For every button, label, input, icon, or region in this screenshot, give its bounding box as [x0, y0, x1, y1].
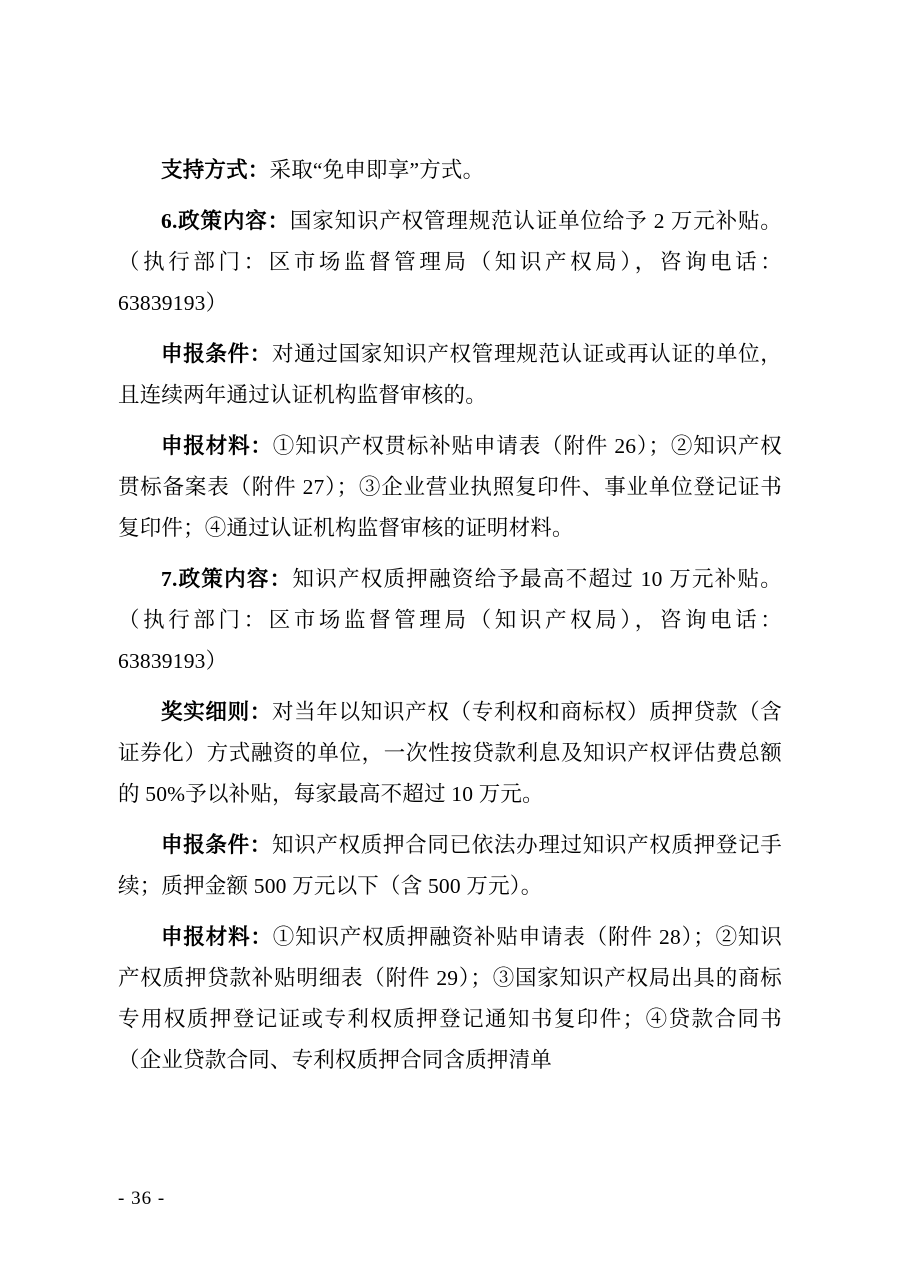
paragraph-policy-7 — [118, 559, 782, 682]
paragraph-lead: 6.政策内容： — [161, 209, 290, 233]
paragraph-text: ①知识产权质押融资补贴申请表（附件 28）；②知识产权质押贷款补贴明细表（附件 29）；③国家知识产权局出具的商标专用权质押登记证或专利权质押登记通知书复印件；④贷款合同书（企业贷款合同、专利权质押合同含质押清单 — [118, 925, 782, 1072]
paragraph-application-conditions-6 — [118, 334, 782, 416]
paragraph-text: 对当年以知识产权（专利权和商标权）质押贷款（含证券化）方式融资的单位，一次性按贷款利息及知识产权评估费总额的 50%予以补贴，每家最高不超过 10 万元。 — [118, 700, 782, 806]
paragraph-lead: 申报条件： — [161, 833, 272, 857]
paragraph-text: 知识产权质押融资给予最高不超过 10 万元补贴。（执行部门：区市场监督管理局（知识产权局），咨询电话：63839193） — [118, 567, 782, 673]
paragraph-lead: 7.政策内容： — [161, 567, 293, 591]
paragraph-application-materials-7 — [118, 917, 782, 1081]
paragraph-text: ①知识产权贯标补贴申请表（附件 26）；②知识产权贯标备案表（附件 27）；③企业营业执照复印件、事业单位登记证书复印件；④通过认证机构监督审核的证明材料。 — [118, 434, 782, 540]
paragraph-text: 国家知识产权管理规范认证单位给予 2 万元补贴。（执行部门：区市场监督管理局（知识产权局），咨询电话：63839193） — [118, 209, 782, 315]
paragraph-text: 采取“免申即享”方式。 — [269, 158, 485, 182]
page-number: - 36 - — [118, 1188, 166, 1209]
paragraph-lead: 申报材料： — [161, 434, 273, 458]
paragraph-text: 对通过国家知识产权管理规范认证或再认证的单位，且连续两年通过认证机构监督审核的。 — [118, 342, 782, 407]
paragraph-application-materials-6 — [118, 426, 782, 549]
paragraph-lead: 申报材料： — [161, 925, 273, 949]
paragraph-application-conditions-7 — [118, 825, 782, 907]
paragraph-policy-6 — [118, 201, 782, 324]
paragraph-text: 知识产权质押合同已依法办理过知识产权质押登记手续；质押金额 500 万元以下（含 500 万元）。 — [118, 833, 782, 898]
paragraph-lead: 奖实细则： — [161, 700, 272, 724]
paragraph-lead: 支持方式： — [161, 158, 270, 182]
paragraph-support-method — [118, 150, 782, 191]
paragraph-award-rules-7 — [118, 692, 782, 815]
paragraph-lead: 申报条件： — [161, 342, 272, 366]
